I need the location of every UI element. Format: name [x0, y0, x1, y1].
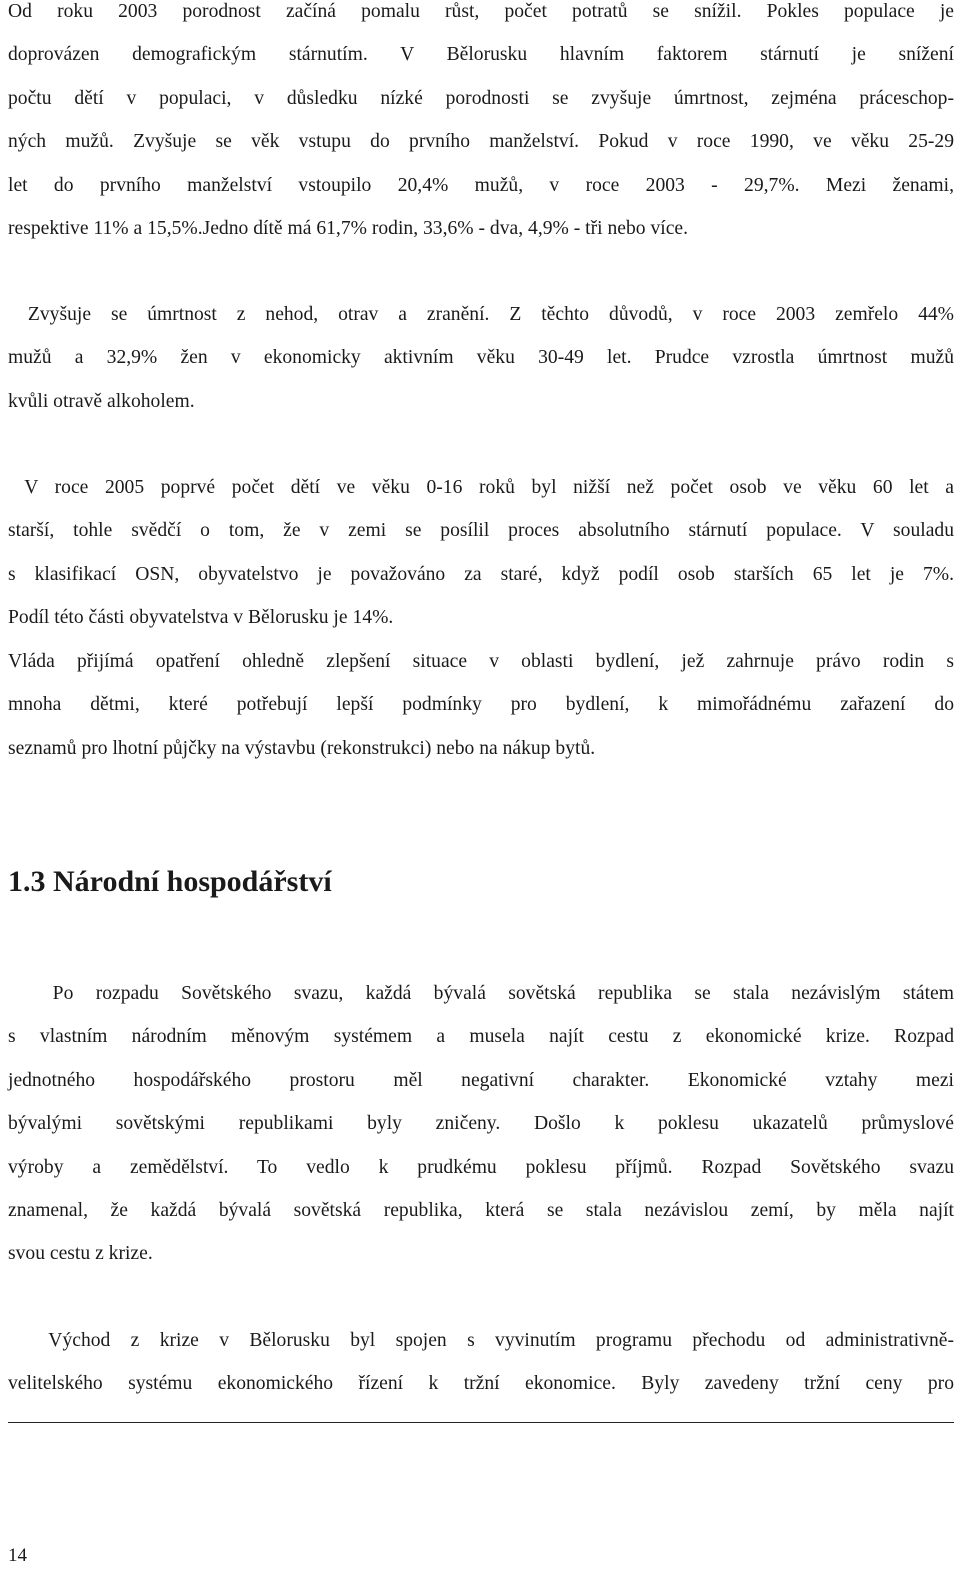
text-line: s klasifikací OSN, obyvatelstvo je považováno za staré, když podíl osob starších 65 let je 7%.: [8, 563, 954, 585]
paragraph-text: [8, 640, 954, 770]
paragraph-text: [8, 293, 954, 423]
text-line: mnoha dětmi, které potřebují lepší podmínky pro bydlení, k mimořádnému zařazení do: [8, 694, 954, 716]
text-line: seznamů pro lhotní půjčky na výstavbu (rekonstrukci) nebo na nákup bytů.: [8, 737, 596, 759]
paragraph-text: [8, 466, 954, 640]
paragraph-2: [8, 293, 954, 423]
text-line: doprovázen demografickým stárnutím. V Bělorusku hlavním faktorem stárnutí je snížení: [8, 44, 954, 66]
paragraph-text: [8, 1319, 954, 1406]
text-line: V roce 2005 poprvé počet dětí ve věku 0-16 roků byl nižší než počet osob ve věku 60 let a: [8, 477, 954, 498]
section-heading: 1.3 Národní hospodářství: [8, 865, 332, 898]
text-line: počtu dětí v populaci, v důsledku nízké porodnosti se zvyšuje úmrtnost, zejména práceschop-: [8, 87, 954, 109]
text-line: Po rozpadu Sovětského svazu, každá bývalá sovětská republika se stala nezávislým státem: [8, 983, 954, 1004]
text-line: bývalými sovětskými republikami byly zničeny. Došlo k poklesu ukazatelů průmyslové: [8, 1113, 954, 1135]
text-line: velitelského systému ekonomického řízení k tržní ekonomice. Byly zavedeny tržní ceny pro: [8, 1373, 954, 1395]
text-line: Od roku 2003 porodnost začíná pomalu růst, počet potratů se snížil. Pokles populace je: [8, 1, 954, 22]
text-line: Zvyšuje se úmrtnost z nehod, otrav a zranění. Z těchto důvodů, v roce 2003 zemřelo 44%: [8, 304, 954, 325]
text-line: jednotného hospodářského prostoru měl negativní charakter. Ekonomické vztahy mezi: [8, 1069, 954, 1091]
paragraph-5: [8, 972, 954, 1276]
text-line: ných mužů. Zvyšuje se věk vstupu do prvního manželství. Pokud v roce 1990, ve věku 25-29: [8, 131, 954, 153]
paragraph-3: [8, 466, 954, 640]
text-line: kvůli otravě alkoholem.: [8, 390, 195, 412]
text-line: s vlastním národním měnovým systémem a musela najít cestu z ekonomické krize. Rozpad: [8, 1026, 954, 1048]
paragraph-6: [8, 1319, 954, 1406]
text-line: Východ z krize v Bělorusku byl spojen s vyvinutím programu přechodu od administrativně-: [8, 1330, 954, 1351]
text-line: starší, tohle svědčí o tom, že v zemi se posílil proces absolutního stárnutí populace. V souladu: [8, 520, 954, 542]
text-line: respektive 11% a 15,5%.Jedno dítě má 61,7% rodin, 33,6% - dva, 4,9% - tři nebo více.: [8, 217, 688, 239]
paragraph-text: [8, 972, 954, 1276]
footnote-divider: [8, 1422, 954, 1423]
paragraph-4: [8, 640, 954, 770]
text-line: let do prvního manželství vstoupilo 20,4% mužů, v roce 2003 - 29,7%. Mezi ženami,: [8, 174, 954, 196]
page-number: 14: [8, 1545, 27, 1566]
paragraph-1: [8, 0, 954, 250]
text-line: výroby a zemědělství. To vedlo k prudkému poklesu příjmů. Rozpad Sovětského svazu: [8, 1156, 954, 1178]
text-line: svou cestu z krize.: [8, 1243, 153, 1265]
text-line: Vláda přijímá opatření ohledně zlepšení situace v oblasti bydlení, jež zahrnuje právo rodin s: [8, 651, 954, 672]
text-line: Podíl této části obyvatelstva v Bělorusku je 14%.: [8, 607, 394, 629]
text-line: znamenal, že každá bývalá sovětská republika, která se stala nezávislou zemí, by měla najít: [8, 1199, 954, 1221]
text-line: mužů a 32,9% žen v ekonomicky aktivním věku 30-49 let. Prudce vzrostla úmrtnost mužů: [8, 347, 954, 369]
paragraph-text: [8, 0, 954, 250]
